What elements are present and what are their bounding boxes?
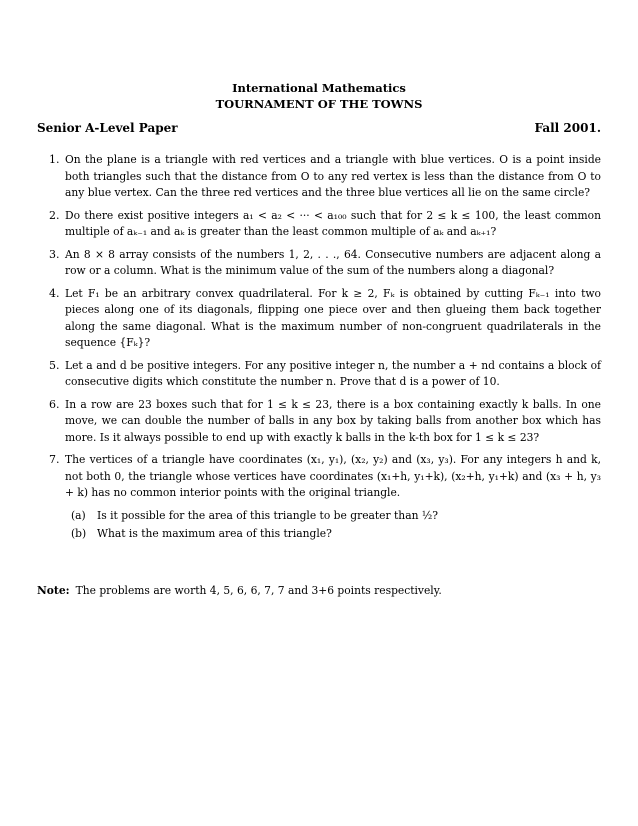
problem-5 — [37, 358, 601, 391]
problem-text: In a row are 23 boxes such that for 1 ≤ k ≤ 23, there is a box containing exactly k balls. In one move, we can double the number of balls in any box by taking balls from another box which has more. Is it always possible to end up with exactly k balls in the k-th box for 1 ≤ k ≤ 23? — [65, 397, 601, 444]
header-line-1: International Mathematics — [232, 81, 406, 95]
page-header — [0, 80, 638, 112]
problem-3 — [37, 247, 601, 280]
problem-2 — [37, 208, 601, 241]
problem-parts — [65, 507, 601, 543]
problem-number: 7. — [49, 453, 60, 466]
problem-6 — [37, 397, 601, 447]
problem-number: 4. — [49, 286, 60, 300]
problem-part-a — [65, 507, 601, 525]
problem-number: 2. — [49, 208, 60, 222]
problem-list — [37, 152, 601, 549]
paper-level: Senior A-Level Paper — [37, 121, 178, 135]
problem-text: Do there exist positive integers a₁ < a₂ < ··· < a₁₀₀ such that for 2 ≤ k ≤ 100, the least common multiple of aₖ₋₁ and aₖ is greater than the least common multiple of aₖ and aₖ₊₁? — [65, 208, 601, 238]
problem-1 — [37, 152, 601, 202]
problem-text: Let F₁ be an arbitrary convex quadrilateral. For k ≥ 2, Fₖ is obtained by cutting Fₖ₋₁ into two pieces along one of its diagonals, flipping one piece over and then glueing them back together along the same diagonal. What is the maximum number of non-congruent quadrilaterals in the sequence {Fₖ}? — [65, 286, 601, 349]
problem-number: 6. — [49, 397, 60, 411]
part-text: What is the maximum area of this triangle? — [97, 526, 332, 540]
paper-date: Fall 2001. — [534, 121, 601, 135]
problem-text: Let a and d be positive integers. For any positive integer n, the number a + nd contains a block of consecutive digits which constitute the number n. Prove that d is a power of 10. — [65, 358, 601, 388]
problem-text: An 8 × 8 array consists of the numbers 1, 2, . . ., 64. Consecutive numbers are adjacent along a row or a column. What is the minimum value of the sum of the numbers along a diagonal? — [65, 247, 601, 277]
note-text: The problems are worth 4, 5, 6, 6, 7, 7 and 3+6 points respectively. — [75, 584, 442, 597]
problem-number: 5. — [49, 358, 60, 372]
problem-text: On the plane is a triangle with red vertices and a triangle with blue vertices. O is a point inside both triangles such that the distance from O to any red vertex is less than the distance from O to any blue vertex. Can the three red vertices and the three blue vertices all lie on the same circle? — [65, 153, 601, 199]
problem-4 — [37, 286, 601, 352]
paper-meta — [37, 121, 601, 137]
part-text: Is it possible for the area of this triangle to be greater than ½? — [97, 508, 438, 522]
scoring-note — [37, 583, 601, 599]
problem-text: The vertices of a triangle have coordinates (x₁, y₁), (x₂, y₂) and (x₃, y₃). For any integers h and k, not both 0, the triangle whose vertices have coordinates (x₁+h, y₁+k), (x₂+h, y₁+k) and (x₃ + h, y₃ + k) has no common interior points with the original triangle. — [65, 453, 601, 499]
problem-part-b — [65, 525, 601, 543]
part-label: (a) — [71, 508, 86, 522]
header-line-2: TOURNAMENT OF THE TOWNS — [215, 97, 423, 111]
problem-number: 3. — [49, 247, 60, 261]
problem-number: 1. — [49, 153, 60, 166]
part-label: (b) — [71, 526, 87, 540]
note-label: Note: — [37, 584, 70, 597]
problem-7 — [37, 452, 601, 543]
